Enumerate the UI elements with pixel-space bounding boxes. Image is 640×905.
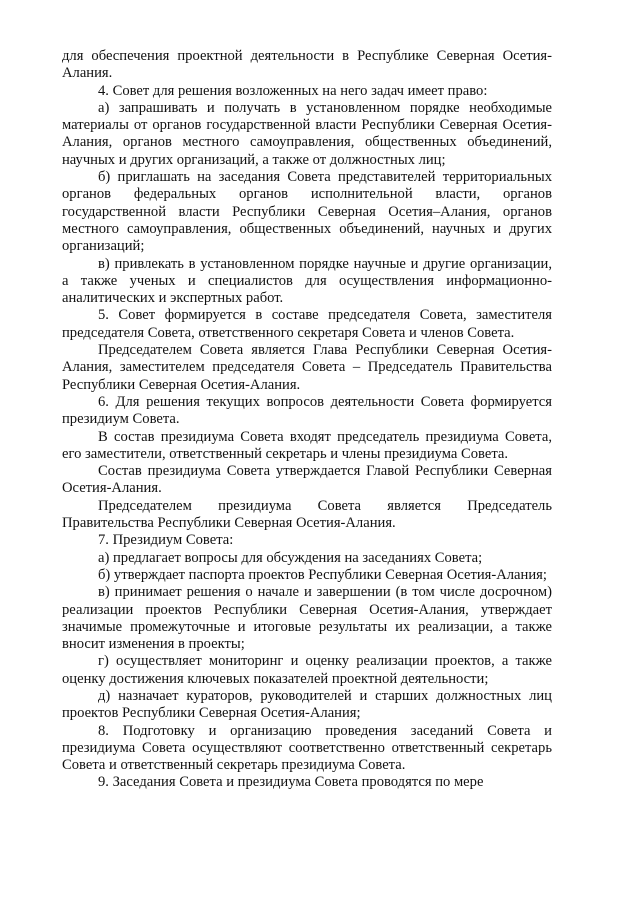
paragraph-6: 6. Для решения текущих вопросов деятельности Совета формируется президиум Совета. — [62, 393, 552, 428]
paragraph-4: 4. Совет для решения возложенных на него задач имеет право: — [98, 82, 488, 99]
paragraph-7e: д) назначает кураторов, руководителей и старших должностных лиц проектов Республики Северная Осетия-Алания; — [62, 687, 552, 722]
paragraph-5-chair: Председателем Совета является Глава Республики Северная Осетия-Алания, заместителем председателя Совета – Председатель Правительства Республики Северная Осетия-Алания. — [62, 342, 552, 393]
paragraph-7b: б) утверждает паспорта проектов Республики Северная Осетия-Алания; — [98, 566, 547, 583]
paragraph-4c: в) привлекать в установленном порядке научные и другие организации, а также ученых и специалистов для осуществления информационно-аналитических и экспертных работ. — [62, 255, 552, 307]
paragraph-7: 7. Президиум Совета: — [98, 532, 234, 549]
paragraph-6-chair: Председателем президиума Совета является Председатель Правительства Республики Северная Осетия-Алания. — [62, 497, 552, 532]
document-page — [62, 48, 552, 792]
paragraph-6-composition: В состав президиума Совета входят председатель президиума Совета, его заместители, ответственный секретарь и члены президиума Совета. — [62, 428, 552, 462]
paragraph-5: 5. Совет формируется в составе председателя Совета, заместителя председателя Совета, ответственного секретаря Совета и членов Совета. — [62, 307, 552, 341]
paragraph-7a: а) предлагает вопросы для обсуждения на заседаниях Совета; — [98, 549, 483, 566]
paragraph-7c: в) принимает решения о начале и завершении (в том числе досрочном) реализации проектов Республики Северная Осетия-Алания, утверждает значимые промежуточные и итоговые результаты их реализации, а также вносит изменения в проекты; — [62, 584, 552, 653]
paragraph-9: 9. Заседания Совета и президиума Совета проводятся по мере — [98, 774, 484, 791]
paragraph-4b: б) приглашать на заседания Совета представителей территориальных органов федеральных органов исполнительной власти, органов государственной власти Республики Северная Осетия–Алания, органов местного самоуправления, общественных объединений, научных и других организаций; — [62, 169, 552, 255]
paragraph-intro-tail: для обеспечения проектной деятельности в Республике Северная Осетия-Алания. — [62, 48, 552, 82]
paragraph-7d: г) осуществляет мониторинг и оценку реализации проектов, а также оценку достижения ключевых показателей проектной деятельности; — [62, 653, 552, 687]
paragraph-6-approval: Состав президиума Совета утверждается Главой Республики Северная Осетия-Алания. — [62, 463, 552, 497]
paragraph-8: 8. Подготовку и организацию проведения заседаний Совета и президиума Совета осуществляют соответственно ответственный секретарь Совета и ответственный секретарь президиума Совета. — [62, 722, 552, 774]
paragraph-4a: а) запрашивать и получать в установленном порядке необходимые материалы от органов государственной власти Республики Северная Осетия-Алания, органов местного самоуправления, общественных объединений, научных и других организаций, а также от должностных лиц; — [62, 99, 552, 168]
